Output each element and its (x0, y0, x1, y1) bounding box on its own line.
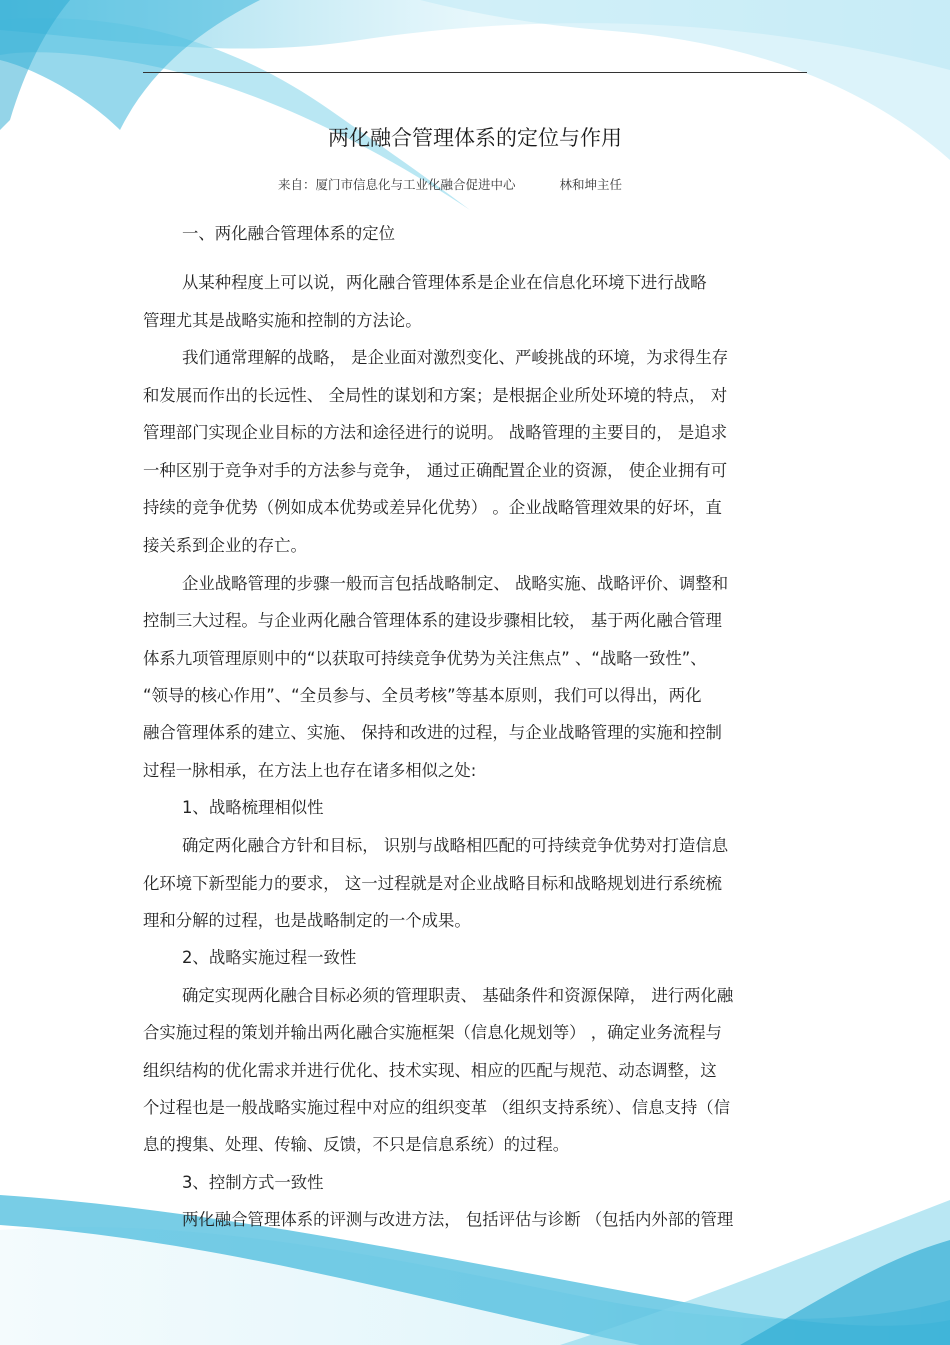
subsection-heading: 1、战略梳理相似性 (182, 798, 324, 817)
paragraph-line: 确定两化融合方针和目标， 识别与战略相匹配的可持续竞争优势对打造信息 (182, 836, 729, 855)
paragraph-line: 接关系到企业的存亡。 (143, 536, 307, 555)
paragraph-line: “领导的核心作用”、“全员参与、全员考核”等基本原则，我们可以得出，两化 (143, 686, 702, 705)
paragraph-line: 化环境下新型能力的要求， 这一过程就是对企业战略目标和战略规划进行系统梳 (143, 874, 722, 893)
subsection-heading: 3、控制方式一致性 (182, 1173, 324, 1192)
paragraph-line: 两化融合管理体系的评测与改进方法， 包括评估与诊断 （包括内外部的管理 (182, 1210, 734, 1229)
paragraph-line: 理和分解的过程，也是战略制定的一个成果。 (143, 911, 471, 930)
paragraph-line: 控制三大过程。与企业两化融合管理体系的建设步骤相比较， 基于两化融合管理 (143, 611, 722, 630)
paragraph-line: 持续的竞争优势（例如成本优势或差异化优势） 。企业战略管理效果的好坏，直 (143, 498, 722, 517)
paragraph-line: 管理部门实现企业目标的方法和途径进行的说明。 战略管理的主要目的， 是追求 (143, 423, 728, 442)
paragraph-line: 个过程也是一般战略实施过程中对应的组织变革 （组织支持系统）、信息支持（信 (143, 1098, 731, 1117)
source-organization: 来自：厦门市信息化与工业化融合促进中心 (278, 177, 516, 192)
source-author: 林和坤主任 (559, 177, 623, 192)
paragraph-line: 一种区别于竞争对手的方法参与竞争， 通过正确配置企业的资源， 使企业拥有可 (143, 461, 728, 480)
paragraph-line: 确定实现两化融合目标必须的管理职责、 基础条件和资源保障， 进行两化融 (182, 986, 734, 1005)
paragraph-line: 从某种程度上可以说，两化融合管理体系是企业在信息化环境下进行战略 (182, 273, 707, 292)
source-line (278, 176, 622, 194)
paragraph-line: 合实施过程的策划并输出两化融合实施框架（信息化规划等） ，确定业务流程与 (143, 1023, 722, 1042)
paragraph-line: 体系九项管理原则中的“以获取可持续竞争优势为关注焦点” 、“战略一致性”、 (143, 649, 707, 668)
paragraph-line: 我们通常理解的战略， 是企业面对激烈变化、严峻挑战的环境，为求得生存 (182, 348, 729, 367)
header-rule (143, 72, 807, 73)
subsection-heading: 2、战略实施过程一致性 (182, 948, 357, 967)
paragraph-line: 融合管理体系的建立、实施、 保持和改进的过程，与企业战略管理的实施和控制 (143, 723, 722, 742)
paragraph-line: 息的搜集、处理、传输、反馈，不只是信息系统）的过程。 (143, 1135, 570, 1154)
paragraph-line: 管理尤其是战略实施和控制的方法论。 (143, 311, 422, 330)
paragraph-line: 过程一脉相承，在方法上也存在诸多相似之处: (143, 761, 477, 780)
paragraph-line: 企业战略管理的步骤一般而言包括战略制定、 战略实施、战略评价、调整和 (182, 574, 729, 593)
section-heading: 一、两化融合管理体系的定位 (182, 224, 396, 243)
paragraph-line: 和发展而作出的长远性、 全局性的谋划和方案；是根据企业所处环境的特点， 对 (143, 386, 728, 405)
document-title: 两化融合管理体系的定位与作用 (328, 126, 622, 150)
paragraph-line: 组织结构的优化需求并进行优化、技术实现、相应的匹配与规范、动态调整，这 (143, 1061, 717, 1080)
